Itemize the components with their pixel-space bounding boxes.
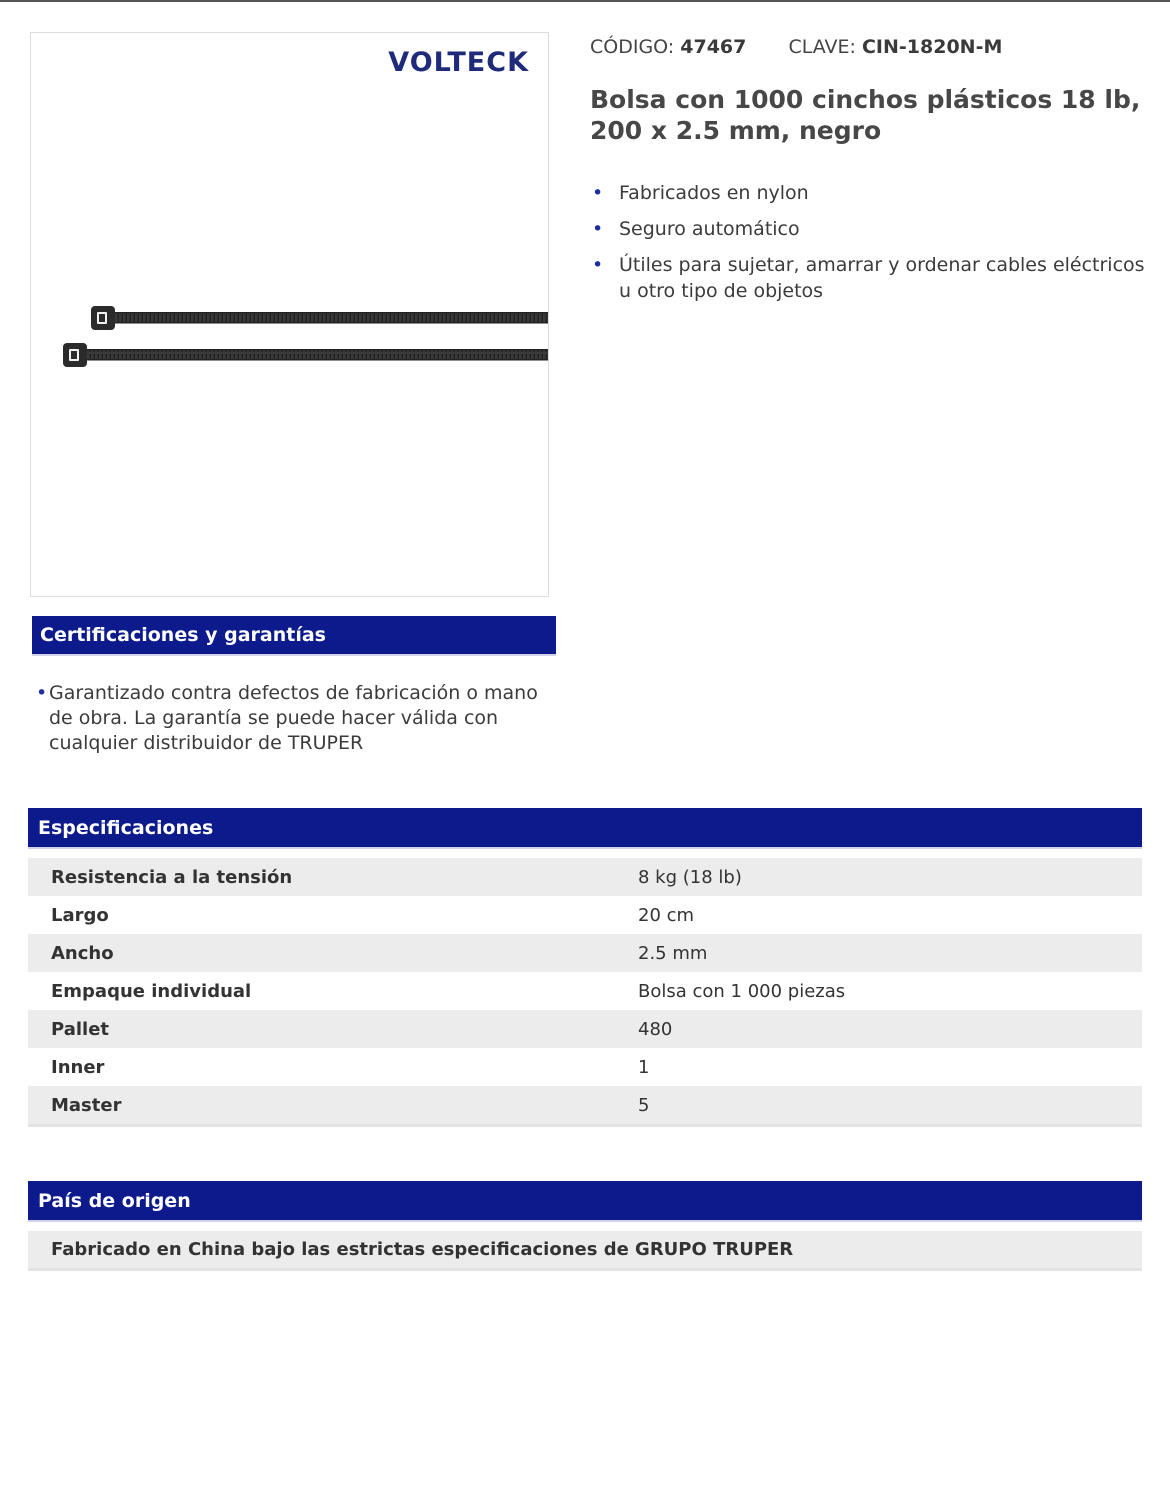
certifications-heading: Certificaciones y garantías	[32, 616, 556, 656]
spec-value: 8 kg (18 lb)	[638, 866, 742, 888]
table-row	[28, 858, 1142, 896]
brand-logo: VOLTECK	[388, 47, 529, 78]
spec-label: Resistencia a la tensión	[51, 866, 293, 888]
table-row	[28, 972, 1142, 1010]
cable-tie-lower	[63, 343, 548, 367]
spec-value: 480	[638, 1018, 673, 1040]
table-row	[28, 1048, 1142, 1086]
spec-value: 20 cm	[638, 904, 695, 926]
feature-list	[590, 180, 1150, 314]
spec-value: 5	[638, 1094, 650, 1116]
spec-label: Empaque individual	[51, 980, 252, 1002]
spec-label: Pallet	[51, 1018, 110, 1040]
origin-text: Fabricado en China bajo las estrictas especificaciones de GRUPO TRUPER	[28, 1231, 1142, 1271]
product-title: Bolsa con 1000 cinchos plásticos 18 lb, 200 x 2.5 mm, negro	[590, 85, 1141, 145]
table-row	[28, 896, 1142, 934]
feature-item: • Útiles para sujetar, amarrar y ordenar cables eléctricos u otro tipo de objetos	[590, 252, 1150, 304]
codigo-value: 47467	[680, 36, 747, 58]
origin-heading: País de origen	[28, 1181, 1142, 1222]
feature-item: • Seguro automático	[590, 216, 1150, 242]
table-bottom-rule	[28, 1124, 1142, 1127]
table-row	[28, 1086, 1142, 1124]
certification-item: • Garantizado contra defectos de fabricación o mano de obra. La garantía se puede hacer válida con cualquier distribuidor de TRUPER	[34, 681, 554, 756]
certifications-list	[34, 681, 554, 756]
table-row	[28, 1010, 1142, 1048]
cable-tie-upper	[91, 306, 548, 330]
spec-label: Inner	[51, 1056, 105, 1078]
spec-label: Largo	[51, 904, 109, 926]
specifications-table	[28, 858, 1142, 1127]
clave-label: CLAVE:	[788, 36, 856, 58]
spec-value: Bolsa con 1 000 piezas	[638, 980, 846, 1002]
spec-label: Master	[51, 1094, 122, 1116]
spec-value: 2.5 mm	[638, 942, 708, 964]
top-rule	[0, 0, 1170, 2]
codigo-label: CÓDIGO:	[590, 36, 675, 58]
table-row	[28, 934, 1142, 972]
specifications-heading: Especificaciones	[28, 808, 1142, 849]
feature-item: • Fabricados en nylon	[590, 180, 1150, 206]
spec-value: 1	[638, 1056, 650, 1078]
product-codes	[590, 36, 1002, 58]
product-image	[30, 32, 549, 597]
clave-value: CIN-1820N-M	[861, 36, 1003, 58]
spec-label: Ancho	[51, 942, 114, 964]
cable-ties-illustration	[31, 293, 550, 413]
